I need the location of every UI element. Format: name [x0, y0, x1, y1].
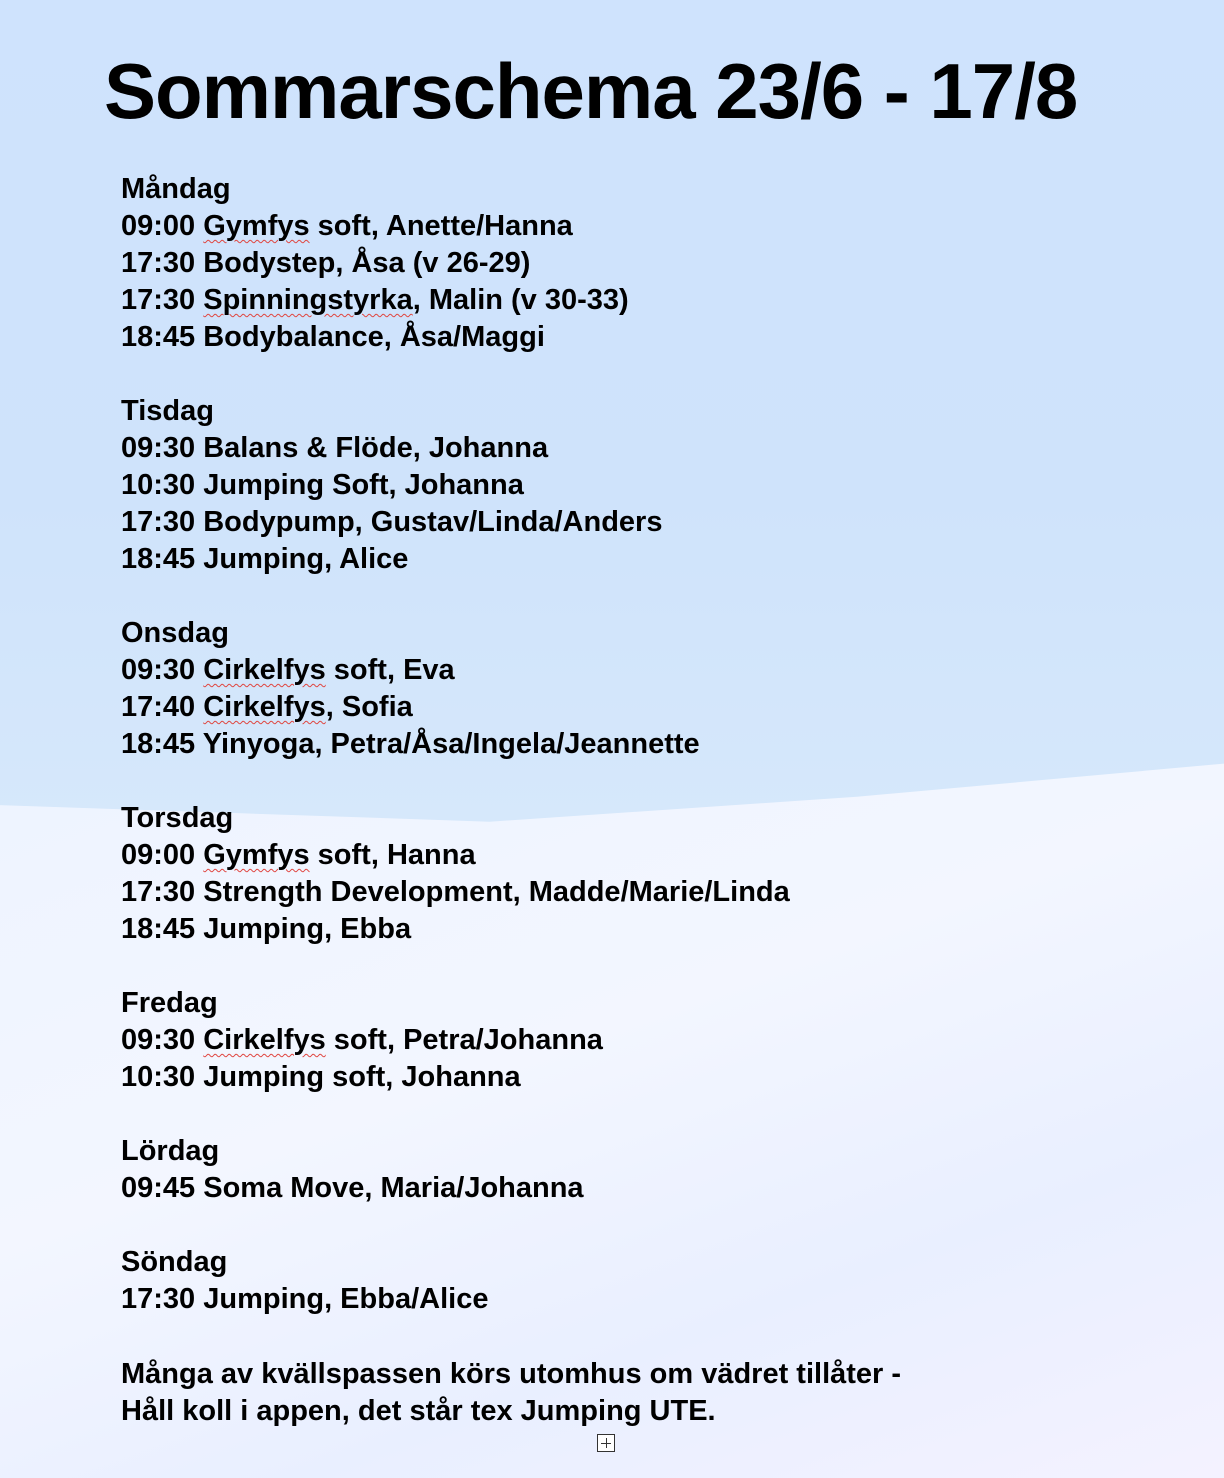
page-title: Sommarschema 23/6 - 17/8 — [104, 47, 1078, 135]
day-heading: Söndag — [121, 1246, 228, 1278]
day-heading: Torsdag — [121, 802, 234, 834]
session-text: Jumping soft, Johanna — [203, 1061, 521, 1093]
note-line-1: Många av kvällspassen körs utomhus om vädret tillåter - — [121, 1358, 902, 1390]
session-line — [121, 837, 1021, 874]
day-block — [121, 1133, 1021, 1207]
session-line — [121, 319, 1021, 356]
session-time: 09:30 — [121, 654, 196, 686]
session-time: 18:45 — [121, 543, 196, 575]
session-text: Bodystep, Åsa (v 26-29) — [203, 247, 531, 279]
session-time: 18:45 — [121, 728, 196, 760]
session-line — [121, 1022, 1021, 1059]
misspelled-word: Gymfys — [203, 210, 310, 242]
session-time: 17:30 — [121, 876, 196, 908]
session-text: Jumping, Ebba — [203, 913, 412, 945]
session-text: soft, Hanna — [309, 839, 476, 871]
day-block — [121, 1244, 1021, 1318]
session-time: 09:30 — [121, 432, 196, 464]
day-block — [121, 615, 1021, 763]
session-text: Strength Development, Madde/Marie/Linda — [203, 876, 790, 908]
session-text: Balans & Flöde, Johanna — [203, 432, 549, 464]
session-line — [121, 541, 1021, 578]
session-line — [121, 1281, 1021, 1318]
session-time: 17:30 — [121, 506, 196, 538]
session-line — [121, 1059, 1021, 1096]
session-time: 09:30 — [121, 1024, 196, 1056]
day-heading: Lördag — [121, 1135, 220, 1167]
note-line-2: Håll koll i appen, det står tex Jumping UTE. — [121, 1395, 716, 1427]
session-text: Bodypump, Gustav/Linda/Anders — [203, 506, 663, 538]
session-time: 17:30 — [121, 247, 196, 279]
session-time: 18:45 — [121, 913, 196, 945]
session-time: 10:30 — [121, 469, 196, 501]
day-block — [121, 985, 1021, 1096]
session-text: Soma Move, Maria/Johanna — [203, 1172, 584, 1204]
misspelled-word: Spinningstyrka — [203, 284, 413, 316]
plus-box-icon[interactable] — [597, 1434, 615, 1452]
session-text: soft, Anette/Hanna — [309, 210, 573, 242]
day-block — [121, 800, 1021, 948]
session-time: 09:45 — [121, 1172, 196, 1204]
day-heading: Onsdag — [121, 617, 229, 649]
misspelled-word: Cirkelfys — [203, 1024, 326, 1056]
day-heading: Tisdag — [121, 395, 214, 427]
session-time: 17:40 — [121, 691, 196, 723]
day-block — [121, 393, 1021, 578]
session-text: Jumping Soft, Johanna — [203, 469, 524, 501]
session-line — [121, 245, 1021, 282]
session-text: soft, Eva — [325, 654, 455, 686]
session-time: 18:45 — [121, 321, 196, 353]
note — [121, 1356, 901, 1430]
session-time: 09:00 — [121, 210, 196, 242]
misspelled-word: Cirkelfys — [203, 691, 326, 723]
session-text: , Sofia — [325, 691, 413, 723]
session-line — [121, 726, 1021, 763]
session-line — [121, 504, 1021, 541]
session-line — [121, 282, 1021, 319]
session-line — [121, 911, 1021, 948]
day-heading: Måndag — [121, 173, 231, 205]
session-line — [121, 874, 1021, 911]
day-block — [121, 171, 1021, 356]
session-line — [121, 208, 1021, 245]
session-text: Jumping, Alice — [203, 543, 409, 575]
schedule — [121, 171, 1021, 1355]
session-time: 17:30 — [121, 284, 196, 316]
session-line — [121, 689, 1021, 726]
day-heading: Fredag — [121, 987, 218, 1019]
session-time: 10:30 — [121, 1061, 196, 1093]
session-text: Jumping, Ebba/Alice — [203, 1283, 489, 1315]
session-line — [121, 467, 1021, 504]
session-time: 17:30 — [121, 1283, 196, 1315]
misspelled-word: Gymfys — [203, 839, 310, 871]
session-time: 09:00 — [121, 839, 196, 871]
session-line — [121, 1170, 1021, 1207]
session-text: Bodybalance, Åsa/Maggi — [203, 321, 545, 353]
session-text: , Malin (v 30-33) — [412, 284, 629, 316]
session-line — [121, 652, 1021, 689]
session-text: Yinyoga, Petra/Åsa/Ingela/Jeannette — [202, 728, 700, 760]
session-text: soft, Petra/Johanna — [325, 1024, 603, 1056]
session-line — [121, 430, 1021, 467]
misspelled-word: Cirkelfys — [203, 654, 326, 686]
